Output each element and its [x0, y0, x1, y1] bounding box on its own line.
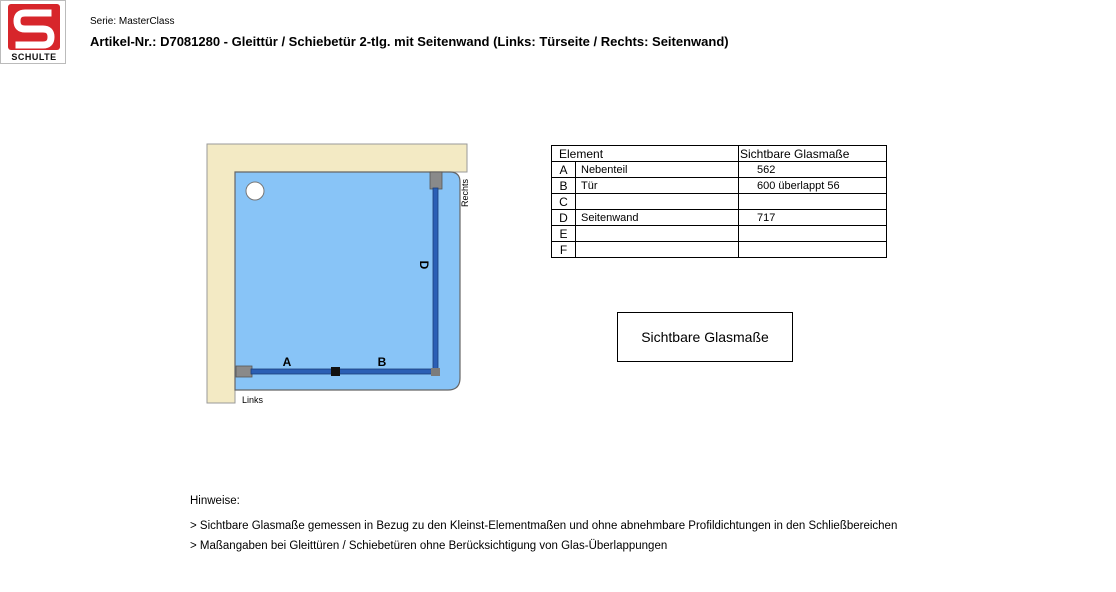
- brand-name: SCHULTE: [11, 52, 57, 62]
- row-letter: E: [552, 226, 576, 242]
- row-value: 562: [739, 162, 887, 178]
- row-name: Nebenteil: [576, 162, 739, 178]
- table-row: [552, 210, 887, 226]
- row-value: [739, 242, 887, 258]
- row-name: Tür: [576, 178, 739, 194]
- serie-label: Serie: MasterClass: [90, 16, 175, 27]
- row-value: [739, 226, 887, 242]
- row-name: [576, 194, 739, 210]
- note-item: > Maßangaben bei Gleittüren / Schiebetüren ohne Berücksichtigung von Glas-Überlappungen: [190, 540, 668, 552]
- door-handle-icon: [331, 367, 340, 376]
- glass-side-wall-d: [433, 188, 438, 373]
- label-a: A: [282, 355, 292, 369]
- row-letter: B: [552, 178, 576, 194]
- legend-box: Sichtbare Glasmaße: [617, 312, 793, 362]
- header-element: Element: [552, 146, 739, 162]
- wall-profile-right: [430, 172, 442, 189]
- label-links: Links: [242, 395, 264, 405]
- row-value: 600 überlappt 56: [739, 178, 887, 194]
- row-letter: C: [552, 194, 576, 210]
- row-value: [739, 194, 887, 210]
- row-name: [576, 242, 739, 258]
- table-row: [552, 226, 887, 242]
- glass-front-ab: [251, 369, 437, 374]
- row-letter: F: [552, 242, 576, 258]
- notes-title: Hinweise:: [190, 495, 240, 507]
- corner-joint: [431, 368, 440, 376]
- glass-dimensions-table: [551, 145, 887, 258]
- table-header-row: [552, 146, 887, 162]
- wall-profile-left: [236, 366, 252, 377]
- row-letter: A: [552, 162, 576, 178]
- row-letter: D: [552, 210, 576, 226]
- row-name: Seitenwand: [576, 210, 739, 226]
- article-title: Artikel-Nr.: D7081280 - Gleittür / Schiebetür 2-tlg. mit Seitenwand (Links: Türseite / Rechts: Seitenwand): [90, 34, 729, 49]
- row-value: 717: [739, 210, 887, 226]
- row-name: [576, 226, 739, 242]
- label-b: B: [377, 355, 387, 369]
- label-rechts: Rechts: [460, 178, 470, 208]
- header-glasmasse: Sichtbare Glasmaße: [739, 146, 887, 162]
- table-row: [552, 194, 887, 210]
- note-item: > Sichtbare Glasmaße gemessen in Bezug zu den Kleinst-Elementmaßen und ohne abnehmbare Profildichtungen in den Schließbereichen: [190, 520, 898, 532]
- label-d: D: [417, 260, 431, 270]
- table-row: [552, 242, 887, 258]
- table-row: [552, 178, 887, 194]
- table-row: [552, 162, 887, 178]
- drain-icon: [246, 182, 264, 200]
- shower-tray: [235, 172, 460, 390]
